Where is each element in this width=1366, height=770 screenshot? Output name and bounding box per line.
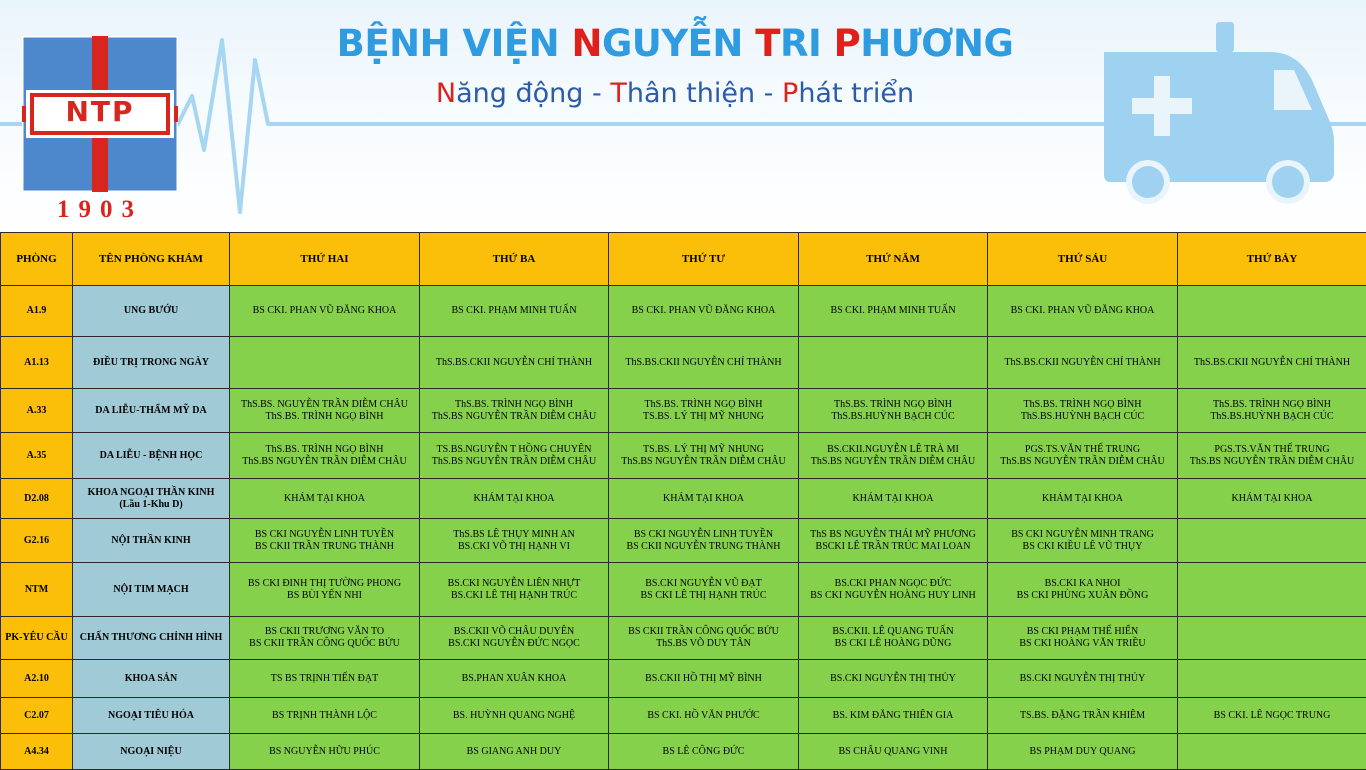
doctor-name: KHÁM TẠI KHOA xyxy=(611,493,796,505)
schedule-cell xyxy=(230,433,420,479)
schedule-cell xyxy=(420,389,609,433)
schedule-cell xyxy=(799,286,988,337)
schedule-cell xyxy=(799,734,988,770)
column-header: PHÒNG xyxy=(1,233,73,286)
doctor-name: BS LÊ CÔNG ĐỨC xyxy=(611,746,796,758)
doctor-name: ThS.BS NGUYỄN TRẦN DIỄM CHÂU xyxy=(611,456,796,468)
doctor-name: BS.CKII VÕ CHÂU DUYÊN xyxy=(422,626,606,638)
schedule-cell xyxy=(609,660,799,698)
doctor-name: BS CKI NGUYỄN MINH TRANG xyxy=(990,529,1175,541)
doctor-name: BS.CKI PHAN NGỌC ĐỨC xyxy=(801,578,985,590)
logo-year: 1903 xyxy=(22,196,178,224)
clinic-schedule-table xyxy=(0,232,1366,770)
schedule-cell xyxy=(799,563,988,617)
schedule-cell xyxy=(1178,617,1366,660)
department-cell xyxy=(73,734,230,770)
department-name: KHOA NGOẠI THẦN KINH xyxy=(75,487,227,499)
header-banner xyxy=(0,0,1366,232)
doctor-name: BS CKI NGUYỄN LINH TUYỀN xyxy=(611,529,796,541)
department-name: CHẤN THƯƠNG CHỈNH HÌNH xyxy=(75,632,227,644)
table-row xyxy=(1,698,1366,734)
schedule-cell xyxy=(230,734,420,770)
doctor-name: ThS.BS. TRÌNH NGỌ BÌNH xyxy=(801,399,985,411)
doctor-name: BS CKI. PHẠM MINH TUẤN xyxy=(422,305,606,317)
department-cell xyxy=(73,286,230,337)
doctor-name: ThS.BS NGUYỄN TRẦN DIỄM CHÂU xyxy=(1180,456,1364,468)
schedule-cell xyxy=(799,479,988,519)
schedule-cell xyxy=(230,660,420,698)
doctor-name: BS.CKI KA NHOI xyxy=(990,578,1175,590)
schedule-cell xyxy=(1178,660,1366,698)
schedule-cell xyxy=(609,617,799,660)
schedule-cell xyxy=(988,698,1178,734)
department-cell xyxy=(73,617,230,660)
doctor-name: BS CKI. PHẠM MINH TUẤN xyxy=(801,305,985,317)
doctor-name: TS.BS.NGUYỄN T HỒNG CHUYÊN xyxy=(422,444,606,456)
doctor-name: ThS.BS.HUỲNH BẠCH CÚC xyxy=(801,411,985,423)
department-cell xyxy=(73,433,230,479)
schedule-cell xyxy=(420,337,609,389)
doctor-name: ThS.BS VÕ DUY TÂN xyxy=(611,638,796,650)
department-cell xyxy=(73,563,230,617)
schedule-cell xyxy=(230,337,420,389)
table-row xyxy=(1,389,1366,433)
schedule-cell xyxy=(988,519,1178,563)
department-cell xyxy=(73,519,230,563)
schedule-cell xyxy=(609,698,799,734)
hospital-title: BỆNH VIỆN NGUYỄN TRI PHƯƠNG xyxy=(300,22,1050,65)
room-cell: A.33 xyxy=(1,389,73,433)
schedule-cell xyxy=(420,286,609,337)
table-row xyxy=(1,337,1366,389)
doctor-name: TS BS TRỊNH TIẾN ĐẠT xyxy=(232,673,417,685)
doctor-name: BS CKI NGUYỄN LINH TUYỀN xyxy=(232,529,417,541)
doctor-name: ThS.BS NGUYỄN TRẦN DIỄM CHÂU xyxy=(422,411,606,423)
doctor-name: KHÁM TẠI KHOA xyxy=(1180,493,1364,505)
schedule-cell xyxy=(230,698,420,734)
schedule-cell xyxy=(420,479,609,519)
doctor-name: BS.CKII. LÊ QUANG TUẤN xyxy=(801,626,985,638)
schedule-cell xyxy=(420,660,609,698)
doctor-name: BS CKI PHẠM THẾ HIỂN xyxy=(990,626,1175,638)
doctor-name: BS CKI LÊ THỊ HẠNH TRÚC xyxy=(611,590,796,602)
schedule-cell xyxy=(230,519,420,563)
schedule-cell xyxy=(799,337,988,389)
doctor-name: BS CKI LÊ HOÀNG DŨNG xyxy=(801,638,985,650)
schedule-cell xyxy=(1178,698,1366,734)
doctor-name: ThS.BS. NGUYỄN TRẦN DIỄM CHÂU xyxy=(232,399,417,411)
doctor-name: ThS.BS.HUỲNH BẠCH CÚC xyxy=(1180,411,1364,423)
doctor-name: ThS.BS.HUỲNH BẠCH CÚC xyxy=(990,411,1175,423)
doctor-name: BS CKI PHÙNG XUÂN ĐỒNG xyxy=(990,590,1175,602)
column-header: THỨ SÁU xyxy=(988,233,1178,286)
schedule-cell xyxy=(609,479,799,519)
doctor-name: KHÁM TẠI KHOA xyxy=(232,493,417,505)
doctor-name: TS.BS. LÝ THỊ MỸ NHUNG xyxy=(611,411,796,423)
room-cell: PK-YÊU CẦU xyxy=(1,617,73,660)
doctor-name: KHÁM TẠI KHOA xyxy=(990,493,1175,505)
table-row xyxy=(1,479,1366,519)
schedule-cell xyxy=(420,617,609,660)
schedule-cell xyxy=(609,337,799,389)
doctor-name: ThS.BS.CKII NGUYỄN CHÍ THÀNH xyxy=(422,357,606,369)
doctor-name: ThS.BS NGUYỄN TRẦN DIỄM CHÂU xyxy=(232,456,417,468)
schedule-cell xyxy=(1178,519,1366,563)
doctor-name: BS.CKI LÊ THỊ HẠNH TRÚC xyxy=(422,590,606,602)
ambulance-icon xyxy=(1098,22,1338,204)
schedule-cell xyxy=(609,519,799,563)
schedule-cell xyxy=(609,286,799,337)
room-cell: A1.13 xyxy=(1,337,73,389)
department-name: NỘI TIM MẠCH xyxy=(75,584,227,596)
schedule-cell xyxy=(988,433,1178,479)
schedule-cell xyxy=(609,389,799,433)
department-cell xyxy=(73,660,230,698)
doctor-name: BS.CKI NGUYỄN THỊ THỦY xyxy=(990,673,1175,685)
doctor-name: TS.BS. ĐẶNG TRẦN KHIÊM xyxy=(990,710,1175,722)
column-header: THỨ HAI xyxy=(230,233,420,286)
doctor-name: ThS.BS.CKII NGUYỄN CHÍ THÀNH xyxy=(990,357,1175,369)
doctor-name: BS.CKII.NGUYỄN LÊ TRÀ MI xyxy=(801,444,985,456)
schedule-cell xyxy=(1178,286,1366,337)
schedule-cell xyxy=(799,433,988,479)
schedule-cell xyxy=(420,563,609,617)
table-row xyxy=(1,519,1366,563)
department-name: DA LIỄU-THẨM MỸ DA xyxy=(75,405,227,417)
department-name: NỘI THẦN KINH xyxy=(75,535,227,547)
doctor-name: BS BÙI YẾN NHI xyxy=(232,590,417,602)
schedule-cell xyxy=(1178,479,1366,519)
table-header-row xyxy=(1,233,1366,286)
doctor-name: BS.CKI NGUYỄN THỊ THỦY xyxy=(801,673,985,685)
department-location: (Lầu 1-Khu D) xyxy=(75,499,227,511)
schedule-cell xyxy=(609,433,799,479)
department-cell xyxy=(73,389,230,433)
doctor-name: BS TRỊNH THÀNH LỘC xyxy=(232,710,417,722)
doctor-name: BS CKII TRẦN TRUNG THÀNH xyxy=(232,541,417,553)
doctor-name: BS CKII NGUYỄN TRUNG THÀNH xyxy=(611,541,796,553)
room-cell: D2.08 xyxy=(1,479,73,519)
doctor-name: BS CKI ĐINH THỊ TƯỜNG PHONG xyxy=(232,578,417,590)
doctor-name: ThS.BS. TRÌNH NGỌ BÌNH xyxy=(990,399,1175,411)
schedule-cell xyxy=(988,286,1178,337)
department-name: KHOA SẢN xyxy=(75,673,227,685)
table-body xyxy=(1,286,1366,770)
room-cell: A1.9 xyxy=(1,286,73,337)
doctor-name: BS.PHAN XUÂN KHOA xyxy=(422,673,606,685)
doctor-name: BS CKI. PHAN VŨ ĐĂNG KHOA xyxy=(990,305,1175,317)
doctor-name: ThS.BS.CKII NGUYỄN CHÍ THÀNH xyxy=(611,357,796,369)
doctor-name: KHÁM TẠI KHOA xyxy=(422,493,606,505)
table-row xyxy=(1,563,1366,617)
doctor-name: ThS.BS. TRÌNH NGỌ BÌNH xyxy=(232,444,417,456)
room-cell: A2.10 xyxy=(1,660,73,698)
doctor-name: BS. HUỲNH QUANG NGHỆ xyxy=(422,710,606,722)
department-name: ĐIỀU TRỊ TRONG NGÀY xyxy=(75,357,227,369)
schedule-cell xyxy=(988,389,1178,433)
doctor-name: PGS.TS.VĂN THẾ TRUNG xyxy=(1180,444,1364,456)
schedule-cell xyxy=(799,389,988,433)
schedule-cell xyxy=(988,337,1178,389)
column-header: THỨ NĂM xyxy=(799,233,988,286)
schedule-cell xyxy=(230,389,420,433)
schedule-cell xyxy=(420,734,609,770)
schedule-cell xyxy=(420,698,609,734)
schedule-cell xyxy=(420,433,609,479)
room-cell: A.35 xyxy=(1,433,73,479)
schedule-cell xyxy=(1178,563,1366,617)
doctor-name: ThS.BS. TRÌNH NGỌ BÌNH xyxy=(422,399,606,411)
column-header: THỨ TƯ xyxy=(609,233,799,286)
doctor-name: BS CKII TRƯƠNG VĂN TO xyxy=(232,626,417,638)
doctor-name: BS CKI. PHAN VŨ ĐĂNG KHOA xyxy=(232,305,417,317)
doctor-name: BS CKII TRẦN CÔNG QUỐC BỬU xyxy=(232,638,417,650)
doctor-name: ThS BS NGUYỄN THÁI MỸ PHƯƠNG xyxy=(801,529,985,541)
schedule-cell xyxy=(230,563,420,617)
doctor-name: ThS.BS NGUYỄN TRẦN DIỄM CHÂU xyxy=(801,456,985,468)
doctor-name: BS NGUYỄN HỮU PHÚC xyxy=(232,746,417,758)
schedule-cell xyxy=(799,519,988,563)
doctor-name: KHÁM TẠI KHOA xyxy=(801,493,985,505)
schedule-cell xyxy=(1178,389,1366,433)
doctor-name: PGS.TS.VĂN THẾ TRUNG xyxy=(990,444,1175,456)
doctor-name: BS.CKI NGUYỄN LIÊN NHỰT xyxy=(422,578,606,590)
schedule-cell xyxy=(1178,433,1366,479)
logo-text: NTP xyxy=(22,93,178,131)
table-row xyxy=(1,433,1366,479)
doctor-name: BS.CKII HỒ THỊ MỸ BÌNH xyxy=(611,673,796,685)
doctor-name: ThS.BS LÊ THỤY MINH AN xyxy=(422,529,606,541)
doctor-name: BS CKI. PHAN VŨ ĐĂNG KHOA xyxy=(611,305,796,317)
room-cell: C2.07 xyxy=(1,698,73,734)
doctor-name: BS CKII TRẦN CÔNG QUỐC BỬU xyxy=(611,626,796,638)
doctor-name: TS.BS. LÝ THỊ MỸ NHUNG xyxy=(611,444,796,456)
department-cell xyxy=(73,698,230,734)
table-row xyxy=(1,286,1366,337)
column-header: THỨ BẢY xyxy=(1178,233,1366,286)
department-name: UNG BƯỚU xyxy=(75,305,227,317)
schedule-cell xyxy=(988,660,1178,698)
doctor-name: BS.CKI NGUYỄN VŨ ĐẠT xyxy=(611,578,796,590)
doctor-name: BS GIANG ANH DUY xyxy=(422,746,606,758)
doctor-name: BSCKI LÊ TRẦN TRÚC MAI LOAN xyxy=(801,541,985,553)
schedule-cell xyxy=(230,479,420,519)
schedule-cell xyxy=(1178,337,1366,389)
room-cell: NTM xyxy=(1,563,73,617)
doctor-name: BS CKI. LÊ NGỌC TRUNG xyxy=(1180,710,1364,722)
schedule-cell xyxy=(799,698,988,734)
column-header: TÊN PHÒNG KHÁM xyxy=(73,233,230,286)
schedule-cell xyxy=(1178,734,1366,770)
doctor-name: BS.CKI NGUYỄN ĐỨC NGỌC xyxy=(422,638,606,650)
doctor-name: BS CHÂU QUANG VINH xyxy=(801,746,985,758)
doctor-name: ThS.BS. TRÌNH NGỌ BÌNH xyxy=(611,399,796,411)
table-row xyxy=(1,617,1366,660)
doctor-name: ThS.BS.CKII NGUYỄN CHÍ THÀNH xyxy=(1180,357,1364,369)
doctor-name: BS CKI KIỀU LÊ VŨ THỤY xyxy=(990,541,1175,553)
doctor-name: ThS.BS NGUYỄN TRẦN DIỄM CHÂU xyxy=(422,456,606,468)
room-cell: G2.16 xyxy=(1,519,73,563)
schedule-cell xyxy=(799,617,988,660)
doctor-name: ThS.BS. TRÌNH NGỌ BÌNH xyxy=(1180,399,1364,411)
schedule-cell xyxy=(988,734,1178,770)
doctor-name: ThS.BS NGUYỄN TRẦN DIỄM CHÂU xyxy=(990,456,1175,468)
schedule-cell xyxy=(799,660,988,698)
department-cell xyxy=(73,337,230,389)
schedule-cell xyxy=(230,286,420,337)
schedule-cell xyxy=(988,617,1178,660)
department-name: NGOẠI NIỆU xyxy=(75,746,227,758)
department-name: NGOẠI TIÊU HÓA xyxy=(75,710,227,722)
department-name: DA LIỄU - BỆNH HỌC xyxy=(75,450,227,462)
doctor-name: BS PHẠM DUY QUANG xyxy=(990,746,1175,758)
schedule-cell xyxy=(420,519,609,563)
doctor-name: BS.CKI VÕ THỊ HẠNH VI xyxy=(422,541,606,553)
room-cell: A4.34 xyxy=(1,734,73,770)
schedule-cell xyxy=(230,617,420,660)
table-row xyxy=(1,734,1366,770)
hospital-slogan: Năng động - Thân thiện - Phát triển xyxy=(300,78,1050,109)
schedule-cell xyxy=(988,479,1178,519)
column-header: THỨ BA xyxy=(420,233,609,286)
doctor-name: BS CKI HOÀNG VĂN TRIỀU xyxy=(990,638,1175,650)
schedule-cell xyxy=(609,563,799,617)
doctor-name: BS CKI NGUYỄN HOÀNG HUY LINH xyxy=(801,590,985,602)
doctor-name: ThS.BS. TRÌNH NGỌ BÌNH xyxy=(232,411,417,423)
doctor-name: BS CKI. HỒ VĂN PHƯỚC xyxy=(611,710,796,722)
doctor-name: BS. KIM ĐĂNG THIÊN GIA xyxy=(801,710,985,722)
department-cell xyxy=(73,479,230,519)
schedule-cell xyxy=(609,734,799,770)
schedule-cell xyxy=(988,563,1178,617)
table-row xyxy=(1,660,1366,698)
